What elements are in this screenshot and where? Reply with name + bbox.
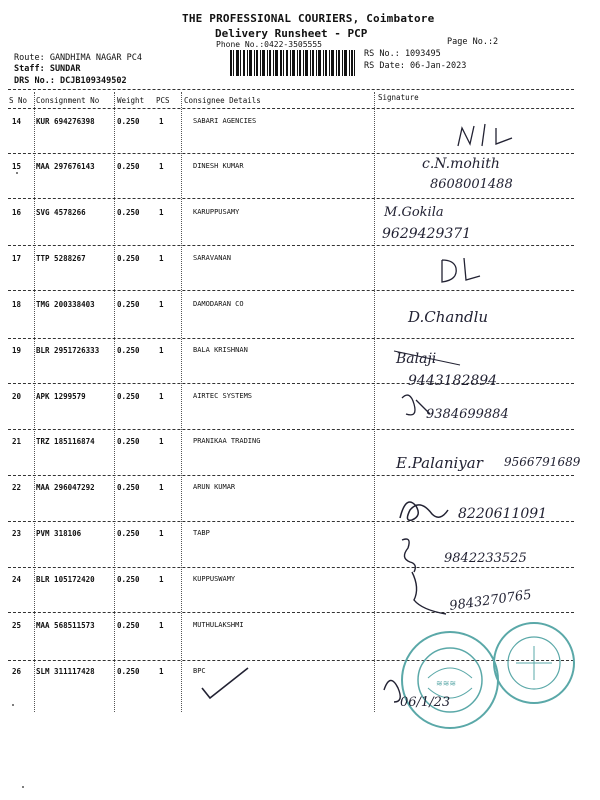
cell-weight: 0.250 (117, 483, 140, 492)
cell-weight: 0.250 (117, 117, 140, 126)
svg-text:Balaji: Balaji (396, 351, 437, 367)
svg-text:9629429371: 9629429371 (382, 226, 472, 242)
page-number: Page No.:2 (447, 37, 499, 47)
cell-pcs: 1 (159, 117, 164, 126)
cell-consignee: TABP (193, 529, 210, 537)
company-name: THE PROFESSIONAL COURIERS, Coimbatore (182, 12, 435, 25)
cell-pcs: 1 (159, 162, 164, 171)
cell-pcs: 1 (159, 437, 164, 446)
cell-consignment: BLR 2951726333 (36, 346, 100, 355)
svg-text:D.Chandlu: D.Chandlu (408, 308, 489, 326)
rs-number: RS No.: 1093495 (364, 49, 441, 59)
cell-consignee: BPC (193, 667, 206, 675)
signature-row-24 (406, 570, 586, 620)
cell-sno: 18 (12, 300, 22, 309)
svg-text:9843270765: 9843270765 (448, 587, 533, 614)
cell-consignee: KUPPUSWAMY (193, 575, 236, 583)
cell-consignee: DINESH KUMAR (193, 162, 244, 170)
cell-consignment: APK 1299579 (36, 392, 86, 401)
cell-consignee: AIRTEC SYSTEMS (193, 392, 253, 400)
col-separator (181, 92, 182, 712)
signature-row-19 (390, 345, 540, 391)
cell-sno: 21 (12, 437, 22, 446)
cell-weight: 0.250 (117, 667, 140, 676)
svg-text:≋≋≋: ≋≋≋ (436, 679, 457, 688)
row-divider (8, 198, 574, 199)
staff-label: Staff: SUNDAR (14, 64, 81, 74)
cell-consignee: KARUPPUSAMY (193, 208, 240, 216)
cell-pcs: 1 (159, 392, 164, 401)
cell-consignment: TMG 200338403 (36, 300, 95, 309)
col-separator (374, 92, 375, 712)
svg-text:9842233525: 9842233525 (444, 551, 527, 566)
cell-consignee: BALA KRISHNAN (193, 346, 248, 354)
signature-row-21 (392, 440, 592, 480)
header-divider-top (8, 89, 574, 90)
scan-speck (12, 704, 14, 706)
svg-text:8220611091: 8220611091 (458, 506, 548, 522)
cell-consignment: MAA 296047292 (36, 483, 95, 492)
cell-consignment: KUR 694276398 (36, 117, 95, 126)
cell-consignment: SVG 4578266 (36, 208, 86, 217)
cell-sno: 20 (12, 392, 22, 401)
cell-weight: 0.250 (117, 621, 140, 630)
cell-consignment: BLR 105172420 (36, 575, 95, 584)
col-signature: Signature (378, 93, 419, 102)
svg-text:M.Gokila: M.Gokila (384, 205, 444, 220)
cell-sno: 16 (12, 208, 22, 217)
cell-consignment: PVM 318106 (36, 529, 82, 538)
cell-sno: 15 (12, 162, 22, 171)
col-pcs: PCS (156, 96, 170, 105)
svg-text:c.N.mohith: c.N.mohith (422, 156, 500, 172)
row-divider (8, 338, 574, 339)
cell-pcs: 1 (159, 575, 164, 584)
signature-row-22 (392, 488, 582, 532)
cell-pcs: 1 (159, 529, 164, 538)
cell-weight: 0.250 (117, 254, 140, 263)
cell-sno: 14 (12, 117, 22, 126)
cell-consignment: SLM 311117428 (36, 667, 95, 676)
cell-consignee: MUTHULAKSHMI (193, 621, 244, 629)
cell-pcs: 1 (159, 667, 164, 676)
cell-pcs: 1 (159, 300, 164, 309)
row-divider (8, 290, 574, 291)
svg-text:9443182894: 9443182894 (408, 373, 498, 389)
runsheet-title: Delivery Runsheet - PCP (215, 27, 368, 40)
cell-consignee: ARUN KUMAR (193, 483, 236, 491)
cell-sno: 26 (12, 667, 22, 676)
scan-speck (16, 172, 18, 174)
signature-row-20 (396, 388, 526, 430)
cell-weight: 0.250 (117, 162, 140, 171)
scan-speck (22, 786, 24, 788)
cell-weight: 0.250 (117, 392, 140, 401)
col-sno: S No (9, 96, 28, 105)
cell-weight: 0.250 (117, 300, 140, 309)
cell-consignment: TRZ 185116874 (36, 437, 95, 446)
cell-sno: 23 (12, 529, 22, 538)
svg-text:06/1/23: 06/1/23 (400, 695, 451, 710)
signature-row-15 (418, 148, 568, 194)
cell-weight: 0.250 (117, 529, 140, 538)
cell-sno: 25 (12, 621, 22, 630)
cell-pcs: 1 (159, 621, 164, 630)
cell-consignment: TTP 5288267 (36, 254, 86, 263)
services-seal (488, 618, 580, 708)
cell-consignee: SARAVANAN (193, 254, 231, 262)
col-consignment: Consignment No (36, 96, 100, 105)
svg-text:E.Palaniyar: E.Palaniyar (396, 454, 483, 472)
cell-pcs: 1 (159, 208, 164, 217)
cell-consignee: SABARI AGENCIES (193, 117, 257, 125)
cell-weight: 0.250 (117, 208, 140, 217)
svg-text:9566791689: 9566791689 (504, 455, 581, 469)
cell-pcs: 1 (159, 254, 164, 263)
cell-sno: 24 (12, 575, 22, 584)
cell-consignee: DAMODARAN CO (193, 300, 244, 308)
cell-consignment: MAA 568511573 (36, 621, 95, 630)
svg-text:9384699884: 9384699884 (426, 407, 509, 422)
route-label: Route: GANDHIMA NAGAR PC4 (14, 53, 142, 63)
cell-weight: 0.250 (117, 346, 140, 355)
cell-sno: 19 (12, 346, 22, 355)
phone-number: Phone No.:0422-3505555 (216, 40, 322, 49)
drs-number: DRS No.: DCJB109349502 (14, 76, 127, 86)
tick-mark (196, 664, 256, 704)
signature-row-16 (380, 200, 530, 246)
cell-pcs: 1 (159, 346, 164, 355)
col-weight: Weight (117, 96, 145, 105)
cell-consignment: MAA 297676143 (36, 162, 95, 171)
cell-pcs: 1 (159, 483, 164, 492)
signature-row-17 (436, 254, 496, 288)
signature-row-18 (404, 300, 514, 332)
barcode (230, 50, 355, 76)
cell-weight: 0.250 (117, 575, 140, 584)
cell-sno: 22 (12, 483, 22, 492)
cell-consignee: PRANIKAA TRADING (193, 437, 261, 445)
col-separator (34, 92, 35, 712)
svg-text:8608001488: 8608001488 (430, 177, 513, 192)
rs-date: RS Date: 06-Jan-2023 (364, 61, 467, 71)
cell-weight: 0.250 (117, 437, 140, 446)
col-separator (114, 92, 115, 712)
signature-row-26 (380, 662, 480, 714)
cell-sno: 17 (12, 254, 22, 263)
col-consignee: Consignee Details (184, 96, 261, 105)
header-divider-bottom (8, 108, 574, 109)
